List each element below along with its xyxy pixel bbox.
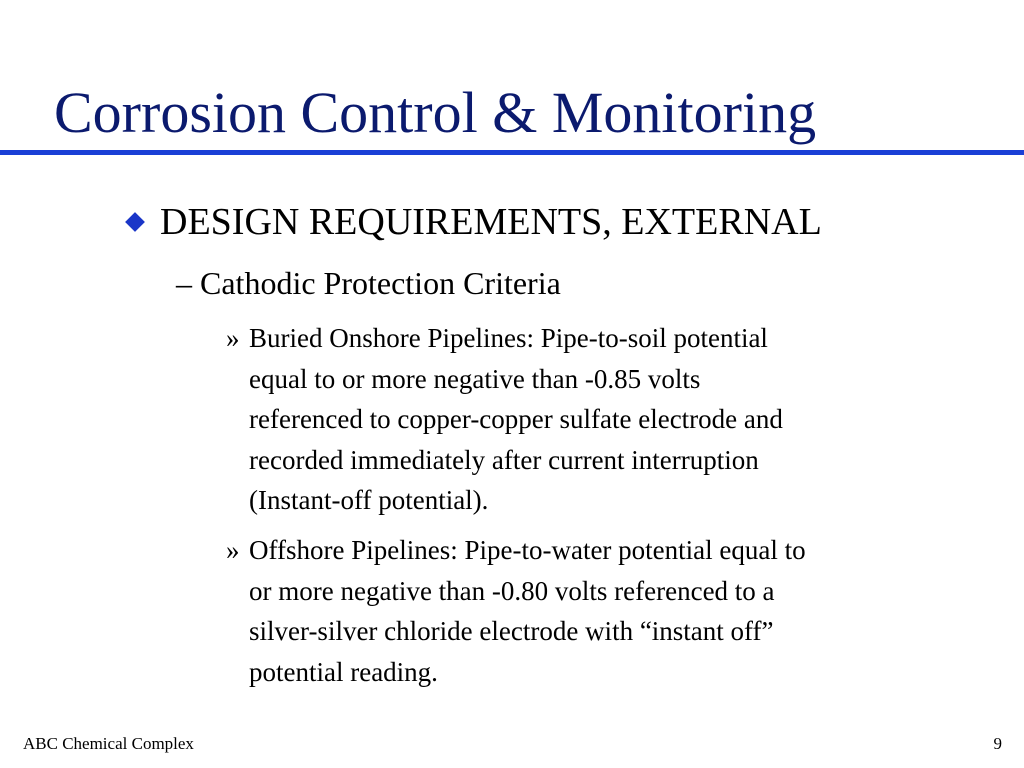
text-line: (Instant-off potential).	[249, 485, 489, 515]
slide-title: Corrosion Control & Monitoring	[54, 80, 817, 145]
text-line: Offshore Pipelines: Pipe-to-water potential equal to	[249, 535, 806, 565]
footer-company: ABC Chemical Complex	[23, 734, 194, 753]
text-line: equal to or more negative than -0.85 volts	[249, 363, 701, 394]
text-line: potential reading.	[249, 656, 438, 687]
chevron-marker: »	[226, 535, 240, 565]
bullet-level3-offshore	[226, 530, 986, 692]
text-line: or more negative than -0.80 volts referenced to a	[249, 575, 775, 606]
text-line: Buried Onshore Pipelines: Pipe-to-soil potential	[249, 323, 768, 353]
bullet-level3-text	[249, 530, 986, 692]
bullet-level1-text: DESIGN REQUIREMENTS, EXTERNAL	[160, 201, 822, 243]
title-divider	[0, 150, 1024, 155]
text-line: silver-silver chloride electrode with “instant off”	[249, 616, 774, 646]
bullet-level2	[176, 262, 561, 304]
bullet-level3-onshore	[226, 318, 986, 521]
chevron-marker: »	[226, 323, 240, 353]
bullet-level2-text: Cathodic Protection Criteria	[200, 265, 561, 301]
diamond-bullet-icon	[125, 212, 145, 232]
text-line: referenced to copper-copper sulfate electrode and	[249, 404, 783, 434]
text-line: recorded immediately after current interruption	[249, 444, 759, 475]
footer-page-number: 9	[993, 734, 1002, 753]
dash-marker: –	[176, 265, 192, 301]
bullet-level3-text	[249, 318, 986, 521]
